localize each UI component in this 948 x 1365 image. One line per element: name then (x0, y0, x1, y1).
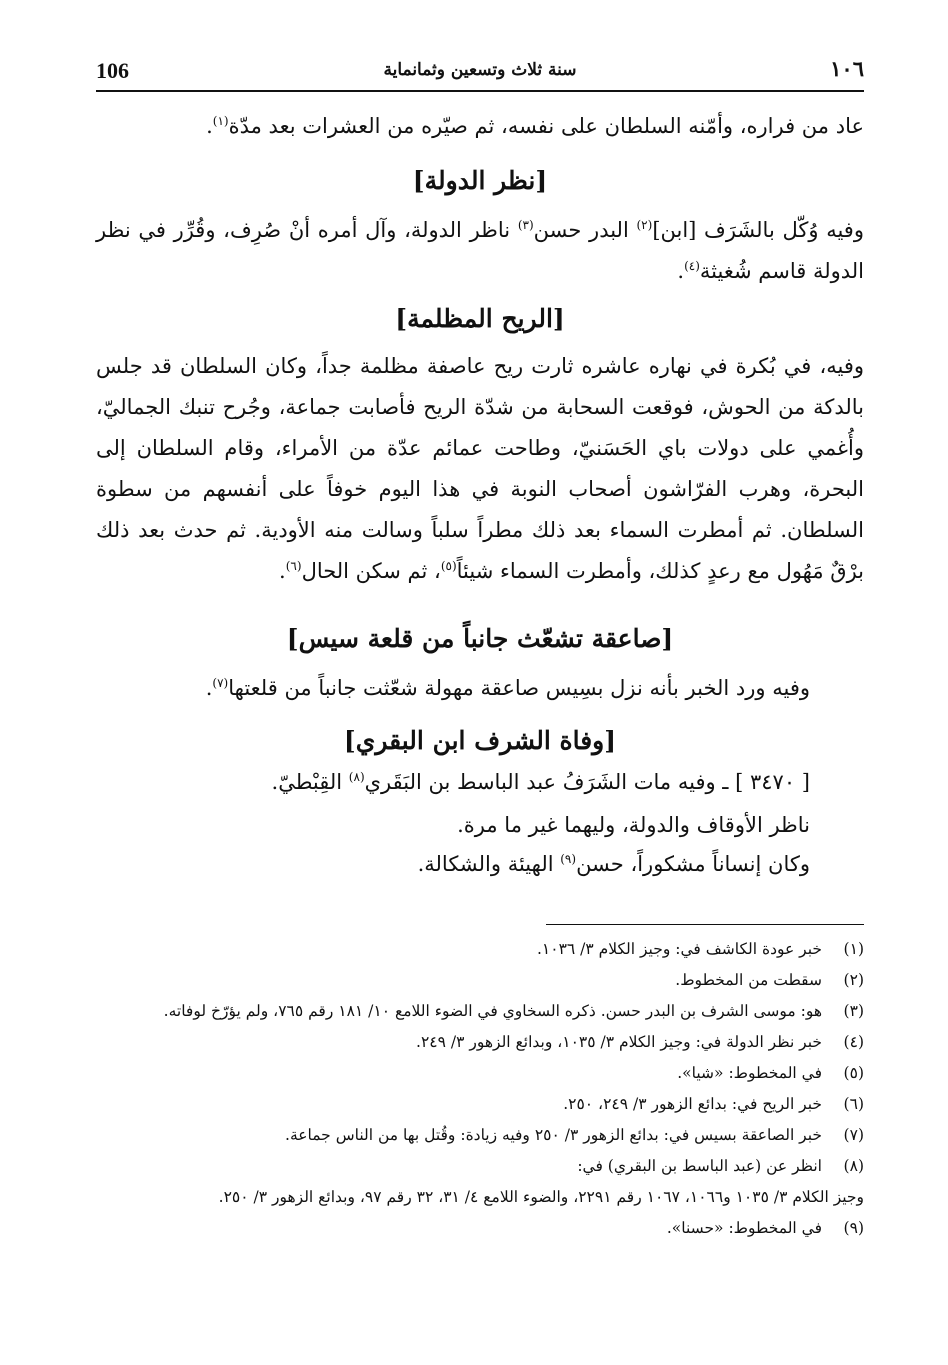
paragraph-lightning-sis (96, 668, 810, 709)
footnote-ref-5: (٥) (440, 559, 457, 573)
footnote-number: (٥) (843, 1064, 864, 1082)
entry-text: الهيئة والشكالة. (417, 852, 561, 876)
footnote-ref-1: (١) (212, 114, 229, 128)
footnote-ref-7: (٧) (212, 676, 229, 690)
footnote-9 (96, 1213, 864, 1244)
paragraph-kashif-return (96, 106, 864, 147)
footnote-3 (96, 996, 864, 1027)
paragraph-text: ناظر الدولة، وآل أمره أنْ صُرِف، وقُرِّر في نظر الدولة قاسم شُغيثة (96, 218, 864, 283)
footnote-number: (٩) (843, 1219, 864, 1237)
biography-entry-line-1 (272, 770, 810, 794)
paragraph-text: وفيه وُكّل بالشَرَف [ابن] (652, 218, 864, 242)
footnote-number: (٧) (843, 1126, 864, 1144)
paragraph-end: . (279, 559, 286, 583)
paragraph-end: . (206, 114, 213, 138)
footnote-number: (١) (843, 940, 864, 958)
paragraph-dark-wind (96, 346, 864, 592)
page-number-latin: 106 (96, 58, 129, 83)
footnote-ref-6: (٦) (285, 559, 302, 573)
paragraph-end: . (677, 259, 685, 283)
footnote-ref-4: (٤) (684, 259, 700, 273)
footnote-ref-9: (٩) (560, 852, 577, 866)
entry-text: وكان إنساناً مشكوراً، حسن (576, 852, 810, 876)
footnote-text: خبر عودة الكاشف في: وجيز الكلام ٣/ ١٠٣٦. (536, 940, 822, 958)
paragraph-text: وفيه، في بُكرة في نهاره عاشره ثارت ريح عاصفة مظلمة جداً، وكان السلطان قد جلس بالدكة من الحوش، فوقعت السحابة من شدّة الريح فأصابت جماعة، وجُرح تنبك الجماليّ، وأُغمي على دولات باي الحَسَنيّ، وطاحت عمائم عدّة من الأمراء، وقام السلطان إلى البحرة، وهرب الفرّاشون أصحاب النوبة في هذا اليوم خوفاً على أنفسهم من سطوة السلطان. ثم أمطرت السماء بعد ذلك مطراً سلباً وسالت منه الأودية. ثم حدث بعد ذلك برْقٌ مَهُول مع رعدٍ كذلك، وأمطرت السماء شيئاً (96, 354, 864, 583)
footnote-text: سقطت من المخطوط. (675, 971, 822, 989)
page-header (96, 54, 864, 92)
footnote-1 (96, 934, 864, 965)
footnote-ref-8: (٨) (348, 770, 365, 784)
footnote-number: (٨) (843, 1157, 864, 1175)
entry-text: [ ٣٤٧٠ ] ـ وفيه مات الشَرَفُ عبد الباسط بن البَقَري (364, 770, 810, 794)
paragraph-text: ، ثم سكن الحال (301, 559, 441, 583)
section-heading-dark-wind: [الريح المظلمة] (395, 304, 565, 333)
footnote-text: خبر الريح في: بدائع الزهور ٣/ ٢٤٩، ٢٥٠. (563, 1095, 822, 1113)
page-number-arabic: ١٠٦ (830, 56, 864, 81)
biography-entry-line-2: ناظر الأوقاف والدولة، وليهما غير ما مرة. (457, 813, 810, 837)
footnote-8-continuation: وجيز الكلام ٣/ ١٠٣٥ و١٠٦٦، ١٠٦٧ رقم ٢٢٩١، والضوء اللامع ٤/ ٣١، ٣٢ رقم ٩٧، وبدائع الزهور ٣/ ٢٥٠. (218, 1188, 864, 1206)
paragraph-text: وفيه ورد الخبر بأنه نزل بسِيس صاعقة مهولة شعّثت جانباً من قلعتها (228, 676, 810, 700)
footnote-6 (96, 1089, 864, 1120)
entry-text: القِبْطيّ. (271, 770, 349, 794)
section-heading-lightning-sis: [صاعقة تشعّث جانباً من قلعة سيس] (286, 624, 674, 653)
section-heading-nazar-al-dawla: [نظر الدولة] (412, 166, 548, 195)
footnote-number: (٢) (843, 971, 864, 989)
footnote-text: في المخطوط: «شيا». (677, 1064, 822, 1082)
footnote-5 (96, 1058, 864, 1089)
paragraph-nazar-al-dawla (96, 210, 864, 292)
paragraph-text: البدر حسن (533, 218, 637, 242)
footnotes (96, 934, 864, 1244)
footnote-text: خبر الصاعقة بسيس في: بدائع الزهور ٣/ ٢٥٠ وفيه زيادة: وقُتل بها من الناس جماعة. (285, 1126, 822, 1144)
footnote-number: (٣) (843, 1002, 864, 1020)
footnote-text: في المخطوط: «حسنا». (666, 1219, 822, 1237)
footnote-2 (96, 965, 864, 996)
paragraph-end: . (205, 676, 213, 700)
footnote-text: خبر نظر الدولة في: وجيز الكلام ٣/ ١٠٣٥، وبدائع الزهور ٣/ ٢٤٩. (416, 1033, 822, 1051)
footnote-text: هو: موسى الشرف بن البدر حسن. ذكره السخاوي في الضوء اللامع ١٠/ ١٨١ رقم ٧٦٥، ولم يؤرّخ لوفاته. (163, 1002, 822, 1020)
biography-entry-line-3 (418, 852, 810, 876)
footnote-4 (96, 1027, 864, 1058)
footnote-8 (96, 1151, 864, 1182)
footnote-number: (٦) (843, 1095, 864, 1113)
footnote-7 (96, 1120, 864, 1151)
footnote-ref-2: (٢) (636, 218, 653, 232)
running-title: سنة ثلاث وتسعين وثمانماية (383, 60, 577, 80)
footnote-text: انظر عن (عبد الباسط بن البقري) في: (577, 1157, 822, 1175)
footnote-ref-3: (٣) (517, 218, 534, 232)
footnote-separator (546, 924, 864, 925)
section-heading-death-ibn-baqari: [وفاة الشرف ابن البقري] (343, 726, 617, 755)
paragraph-text: عاد من فراره، وأمّنه السلطان على نفسه، ثم صيّره من العشرات بعد مدّة (228, 114, 864, 138)
footnote-number: (٤) (843, 1033, 864, 1051)
